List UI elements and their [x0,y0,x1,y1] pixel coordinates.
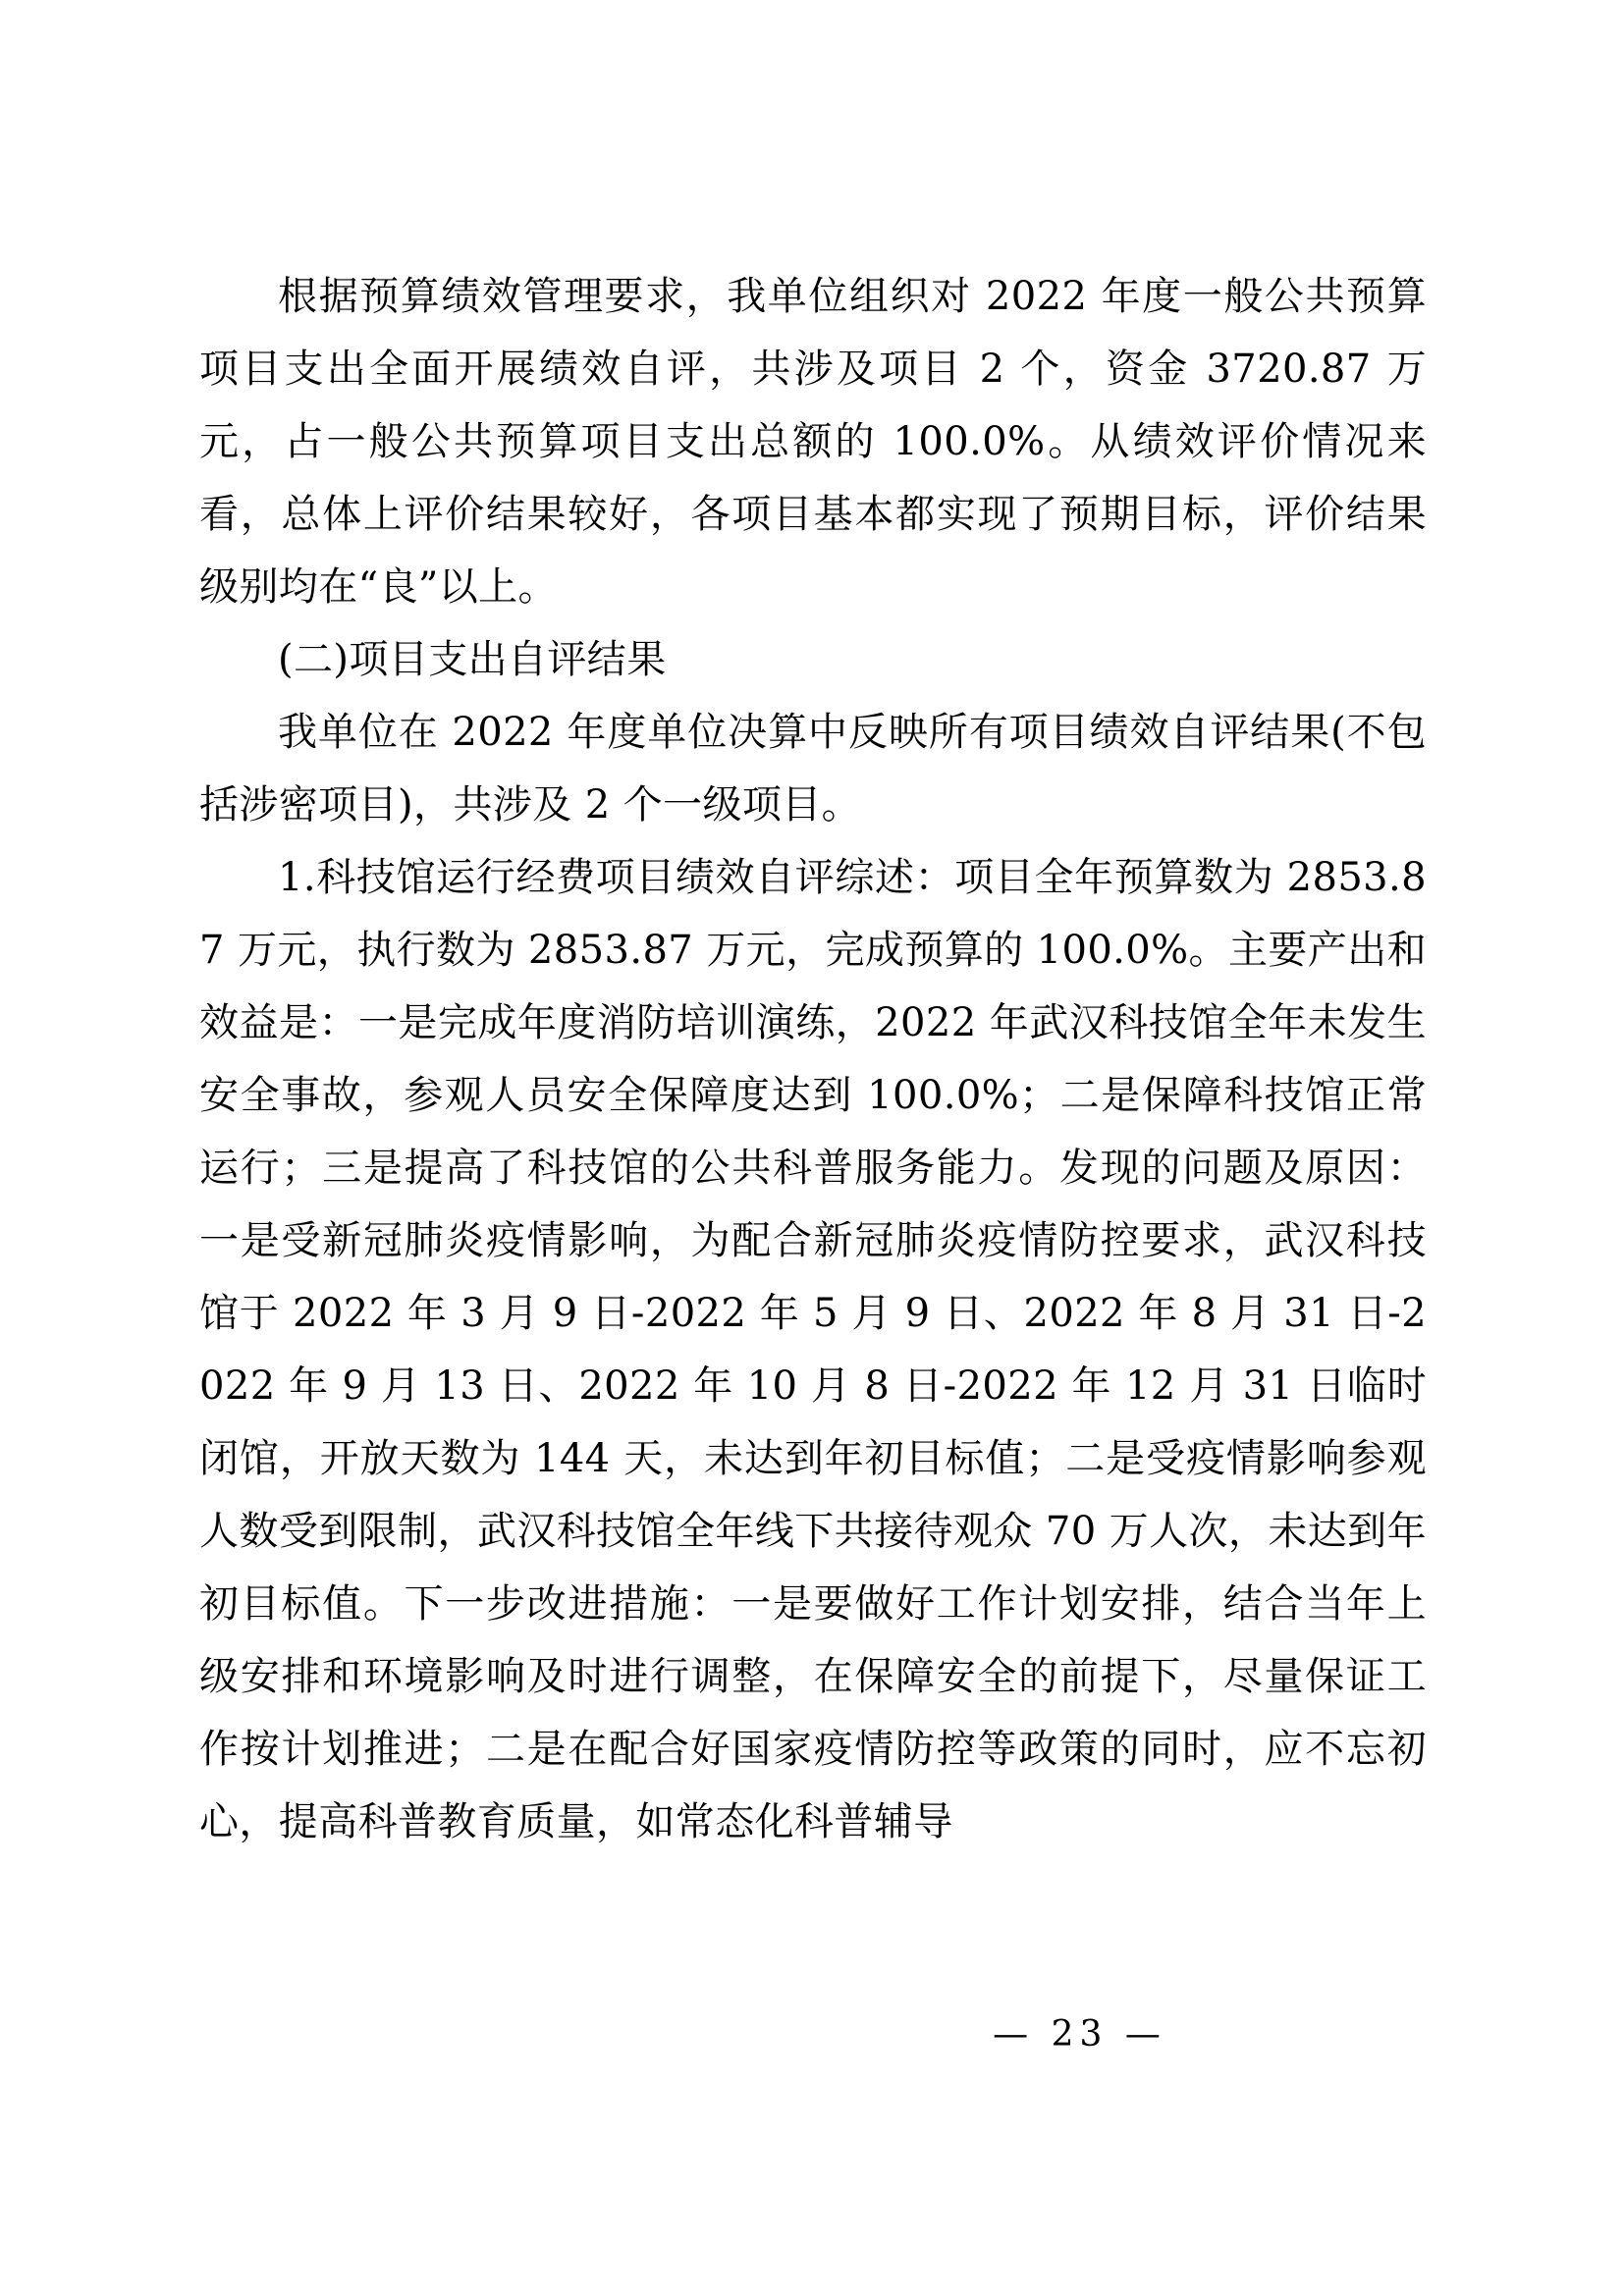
paragraph-section-heading-2: (二)项目支出自评结果 [278,637,667,682]
page-number: — 23 — [993,2014,1166,2055]
page-body [199,260,1427,1858]
page-footer [0,2014,1624,2055]
paragraph-budget-performance-overview: 根据预算绩效管理要求，我单位组织对 2022 年度一般公共预算项目支出全面开展绩效自评，共涉及项目 2 个，资金 3720.87 万元，占一般公共预算项目支出总额的 100.0%。从绩效评价情况来看，总体上评价结果较好，各项目基本都实现了预期目标，评价结果级别均在“良”以上。 [199,274,1427,610]
paragraph-self-evaluation-scope: 我单位在 2022 年度单位决算中反映所有项目绩效自评结果(不包括涉密项目)，共涉及 2 个一级项目。 [199,710,1427,828]
paragraph-science-museum-project-summary: 1.科技馆运行经费项目绩效自评综述：项目全年预算数为 2853.87 万元，执行数为 2853.87 万元，完成预算的 100.0%。主要产出和效益是：一是完成年度消防培训演练，2022 年武汉科技馆全年未发生安全事故，参观人员安全保障度达到 100.0%；二是保障科技馆正常运行；三是提高了科技馆的公共科普服务能力。发现的问题及原因：一是受新冠肺炎疫情影响，为配合新冠肺炎疫情防控要求，武汉科技馆于 2022 年 3 月 9 日-2022 年 5 月 9 日、2022 年 8 月 31 日-2022 年 9 月 13 日、2022 年 10 月 8 日-2022 年 12 月 31 日临时闭馆，开放天数为 144 天，未达到年初目标值；二是受疫情影响参观人数受到限制，武汉科技馆全年线下共接待观众 70 万人次，未达到年初目标值。下一步改进措施：一是要做好工作计划安排，结合当年上级安排和环境影响及时进行调整，在保障安全的前提下，尽量保证工作按计划推进；二是在配合好国家疫情防控等政策的同时，应不忘初心，提高科普教育质量，如常态化科普辅导 [199,855,1427,1844]
